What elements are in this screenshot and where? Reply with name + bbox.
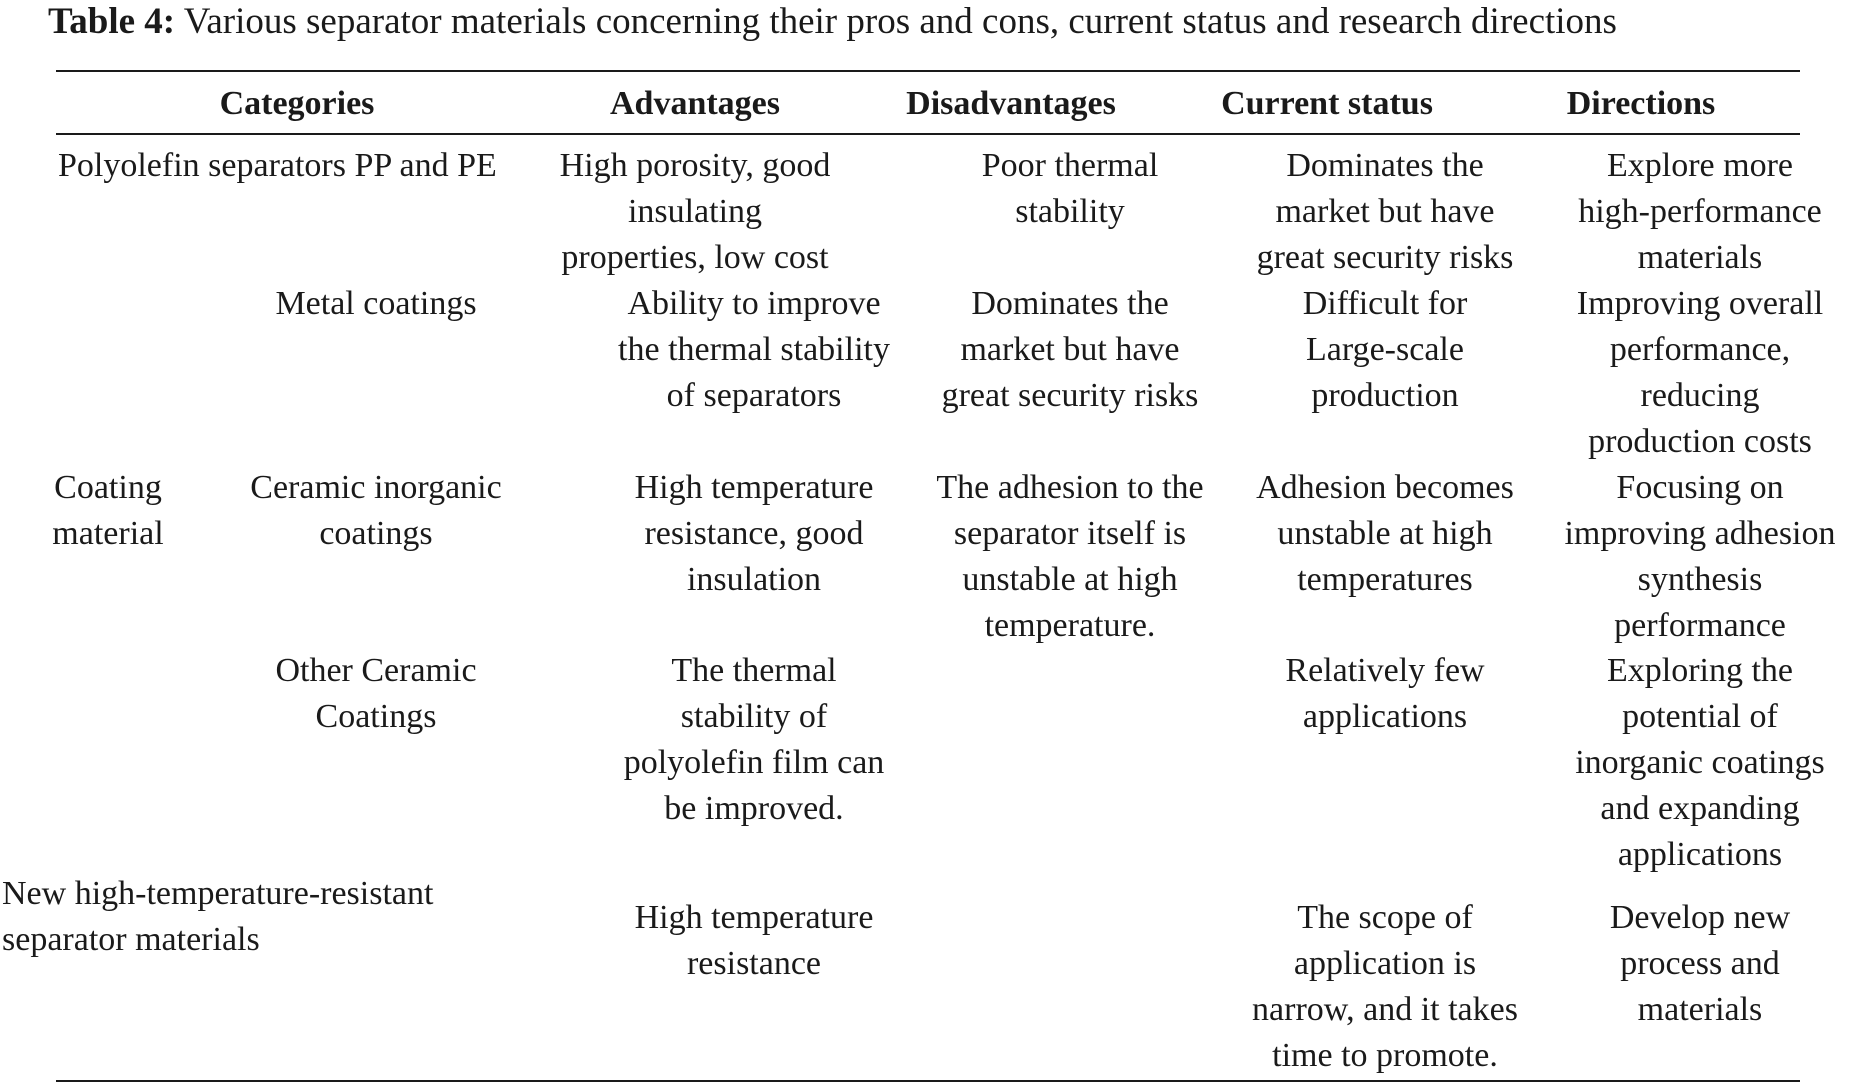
new-high-temp-advantages-line: High temperature <box>634 899 874 936</box>
new-high-temp-current-status-line: application is <box>1293 945 1477 982</box>
header-advantages: Advantages <box>609 85 781 122</box>
ceramic-inorganic-disadvantages-line: separator itself is <box>953 515 1187 552</box>
new-high-temp-current-status-line: narrow, and it takes <box>1252 991 1518 1028</box>
polyolefin-disadvantages-line: Poor thermal <box>981 147 1159 184</box>
ceramic-inorganic-directions-line: Focusing on <box>1616 469 1784 506</box>
metal-directions-line: reducing <box>1640 377 1760 414</box>
other-ceramic-directions-line: potential of <box>1622 698 1778 735</box>
table-bottom-rule <box>56 1080 1800 1082</box>
coating-material-group-line: material <box>52 515 164 552</box>
ceramic-inorganic-disadvantages-line: The adhesion to the <box>936 469 1204 506</box>
polyolefin-disadvantages <box>982 143 1159 235</box>
ceramic-inorganic-current-status-line: temperatures <box>1297 561 1473 598</box>
new-high-temp-category-line: separator materials <box>2 921 260 958</box>
other-ceramic-advantages-line: The thermal <box>671 652 837 689</box>
other-ceramic-current-status <box>1285 648 1484 740</box>
ceramic-inorganic-current-status <box>1256 465 1514 603</box>
coating-material-group <box>52 465 163 557</box>
metal-directions-line: Improving overall <box>1576 285 1824 322</box>
table-top-rule <box>56 70 1800 72</box>
metal-advantages <box>618 281 890 419</box>
polyolefin-advantages-line: properties, low cost <box>561 239 829 276</box>
polyolefin-advantages <box>560 143 831 281</box>
metal-current-status <box>1303 281 1468 419</box>
polyolefin-current-status-line: Dominates the <box>1286 147 1484 184</box>
new-high-temp-advantages-line: resistance <box>686 945 822 982</box>
metal-current-status-line: Difficult for <box>1302 285 1468 322</box>
metal-disadvantages-line: market but have <box>960 331 1180 368</box>
new-high-temp-directions <box>1610 895 1790 1033</box>
ceramic-inorganic-directions-line: synthesis <box>1637 561 1763 598</box>
new-high-temp-directions-line: materials <box>1637 991 1763 1028</box>
ceramic-inorganic-directions <box>1564 465 1835 649</box>
ceramic-inorganic-subcategory <box>250 465 501 557</box>
metal-directions-line: performance, <box>1609 331 1791 368</box>
metal-disadvantages-line: Dominates the <box>971 285 1169 322</box>
new-high-temp-current-status-line: time to promote. <box>1272 1037 1498 1074</box>
header-disadvantages: Disadvantages <box>906 85 1116 122</box>
other-ceramic-current-status-line: applications <box>1302 698 1468 735</box>
metal-directions <box>1577 281 1823 465</box>
polyolefin-directions-line: high-performance <box>1578 193 1822 230</box>
other-ceramic-advantages-line: polyolefin film can <box>623 744 885 781</box>
ceramic-inorganic-advantages-line: High temperature <box>634 469 874 506</box>
other-ceramic-directions <box>1575 648 1825 878</box>
ceramic-inorganic-subcategory-line: Ceramic inorganic <box>250 469 502 506</box>
other-ceramic-directions-line: applications <box>1617 836 1783 873</box>
polyolefin-current-status-line: market but have <box>1275 193 1495 230</box>
ceramic-inorganic-directions-line: performance <box>1614 607 1786 644</box>
polyolefin-current-status <box>1257 143 1514 281</box>
header-current-status: Current status <box>1221 85 1433 122</box>
ceramic-inorganic-current-status-line: unstable at high <box>1277 515 1493 552</box>
other-ceramic-advantages-line: stability of <box>680 698 828 735</box>
coating-material-group-line: Coating <box>54 469 162 506</box>
new-high-temp-directions-line: process and <box>1620 945 1780 982</box>
ceramic-inorganic-advantages-line: resistance, good <box>644 515 864 552</box>
new-high-temp-category <box>2 871 433 963</box>
other-ceramic-current-status-line: Relatively few <box>1285 652 1485 689</box>
ceramic-inorganic-advantages <box>635 465 874 603</box>
polyolefin-directions-line: materials <box>1637 239 1763 276</box>
other-ceramic-advantages <box>624 648 885 832</box>
polyolefin-directions <box>1578 143 1822 281</box>
metal-current-status-line: Large-scale <box>1306 331 1464 368</box>
polyolefin-category: Polyolefin separators PP and PE <box>58 147 497 184</box>
metal-advantages-line: Ability to improve <box>627 285 881 322</box>
new-high-temp-advantages <box>635 895 874 987</box>
new-high-temp-current-status <box>1252 895 1518 1079</box>
ceramic-inorganic-directions-line: improving adhesion <box>1564 515 1836 552</box>
table-caption-text: Various separator materials concerning their pros and cons, current status and research directions <box>175 1 1617 42</box>
polyolefin-advantages-line: insulating <box>627 193 763 230</box>
new-high-temp-current-status-line: The scope of <box>1297 899 1473 936</box>
ceramic-inorganic-current-status-line: Adhesion becomes <box>1256 469 1514 506</box>
metal-current-status-line: production <box>1311 377 1459 414</box>
metal-directions-line: production costs <box>1588 423 1812 460</box>
polyolefin-disadvantages-line: stability <box>1015 193 1125 230</box>
table-header-rule <box>56 133 1800 135</box>
other-ceramic-subcategory-line: Coatings <box>315 698 437 735</box>
table-caption <box>48 0 1617 44</box>
metal-disadvantages-line: great security risks <box>941 377 1199 414</box>
other-ceramic-directions-line: Exploring the <box>1606 652 1794 689</box>
other-ceramic-directions-line: inorganic coatings <box>1575 744 1825 781</box>
other-ceramic-advantages-line: be improved. <box>664 790 844 827</box>
metal-disadvantages <box>942 281 1199 419</box>
metal-coatings-subcategory: Metal coatings <box>275 285 477 322</box>
polyolefin-current-status-line: great security risks <box>1256 239 1514 276</box>
metal-advantages-line: of separators <box>666 377 842 414</box>
ceramic-inorganic-disadvantages <box>936 465 1203 649</box>
ceramic-inorganic-disadvantages-line: unstable at high <box>962 561 1178 598</box>
polyolefin-directions-line: Explore more <box>1606 147 1793 184</box>
new-high-temp-directions-line: Develop new <box>1609 899 1791 936</box>
new-high-temp-category-line: New high-temperature-resistant <box>2 875 434 912</box>
ceramic-inorganic-disadvantages-line: temperature. <box>984 607 1156 644</box>
other-ceramic-subcategory-line: Other Ceramic <box>275 652 477 689</box>
table-caption-label: Table 4: <box>48 1 176 42</box>
ceramic-inorganic-subcategory-line: coatings <box>319 515 433 552</box>
other-ceramic-subcategory <box>275 648 476 740</box>
header-categories: Categories <box>219 85 375 122</box>
polyolefin-advantages-line: High porosity, good <box>559 147 831 184</box>
ceramic-inorganic-advantages-line: insulation <box>686 561 822 598</box>
metal-advantages-line: the thermal stability <box>618 331 890 368</box>
header-directions: Directions <box>1566 85 1716 122</box>
other-ceramic-directions-line: and expanding <box>1600 790 1800 827</box>
